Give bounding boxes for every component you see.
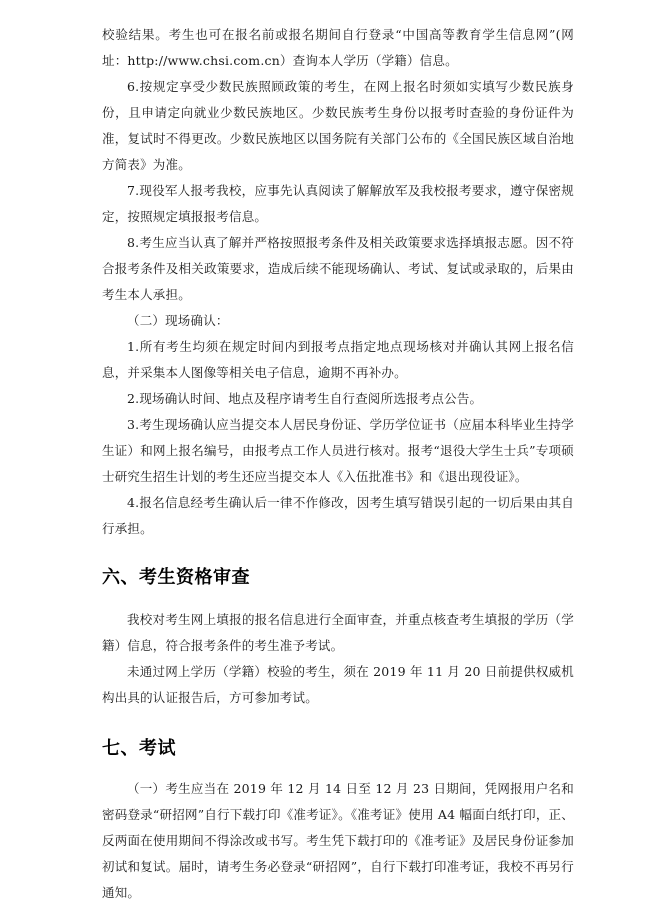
section-heading-qualification-review: 六、考生资格审查 (102, 567, 250, 588)
onsite-item-3: 3.考生现场确认应当提交本人居民身份证、学历学位证书（应届本科毕业生持学生证）和网上报名编号，由报考点工作人员进行核对。报考“退役大学生士兵”专项硕士研究生招生计划的考生还应当提交本人《入伍批准书》和《退出现役证》。 (102, 417, 574, 484)
onsite-item-2: 2.现场确认时间、地点及程序请考生自行查阅所选报考点公告。 (127, 391, 483, 406)
document-body (102, 22, 574, 906)
subheading-onsite-confirmation: （二）现场确认： (127, 313, 229, 328)
paragraph-item-8-eligibility: 8.考生应当认真了解并严格按照报考条件及相关政策要求选择填报志愿。因不符合报考条件及相关政策要求，造成后续不能现场确认、考试、复试或录取的，后果由考生本人承担。 (102, 235, 574, 302)
paragraph-review-scope: 我校对考生网上填报的报名信息进行全面审查，并重点核查考生填报的学历（学籍）信息，符合报考条件的考生准予考试。 (102, 612, 574, 653)
paragraph-item-6-minority-policy: 6.按规定享受少数民族照顾政策的考生，在网上报名时须如实填写少数民族身份，且申请定向就业少数民族地区。少数民族考生身份以报考时查验的身份证件为准，复试时不得更改。少数民族地区以国务院有关部门公布的《全国民族区域自治地方简表》为准。 (102, 79, 574, 172)
paragraph-review-deadline: 未通过网上学历（学籍）校验的考生，须在 2019 年 11 月 20 日前提供权威机构出具的认证报告后，方可参加考试。 (102, 664, 574, 705)
paragraph-admission-ticket: （一）考生应当在 2019 年 12 月 14 日至 12 月 23 日期间，凭网报用户名和密码登录“研招网”自行下载打印《准考证》。《准考证》使用 A4 幅面白纸打印，正、反两面在使用期间不得涂改或书写。考生凭下载打印的《准考证》及居民身份证参加初试和复试。届时，请考生务必登录“研招网”，自行下载打印准考证，我校不再另行通知。 (102, 781, 574, 900)
paragraph-verification-result: 校验结果。考生也可在报名前或报名期间自行登录“中国高等教育学生信息网”(网址：http://www.chsi.com.cn）查询本人学历（学籍）信息。 (102, 27, 574, 68)
onsite-item-1: 1.所有考生均须在规定时间内到报考点指定地点现场核对并确认其网上报名信息，并采集本人图像等相关电子信息，逾期不再补办。 (102, 339, 574, 380)
paragraph-item-7-military: 7.现役军人报考我校，应事先认真阅读了解解放军及我校报考要求，遵守保密规定，按照规定填报报考信息。 (102, 183, 574, 224)
onsite-item-4: 4.报名信息经考生确认后一律不作修改，因考生填写错误引起的一切后果由其自行承担。 (102, 495, 574, 536)
section-heading-exam: 七、考试 (102, 738, 176, 759)
